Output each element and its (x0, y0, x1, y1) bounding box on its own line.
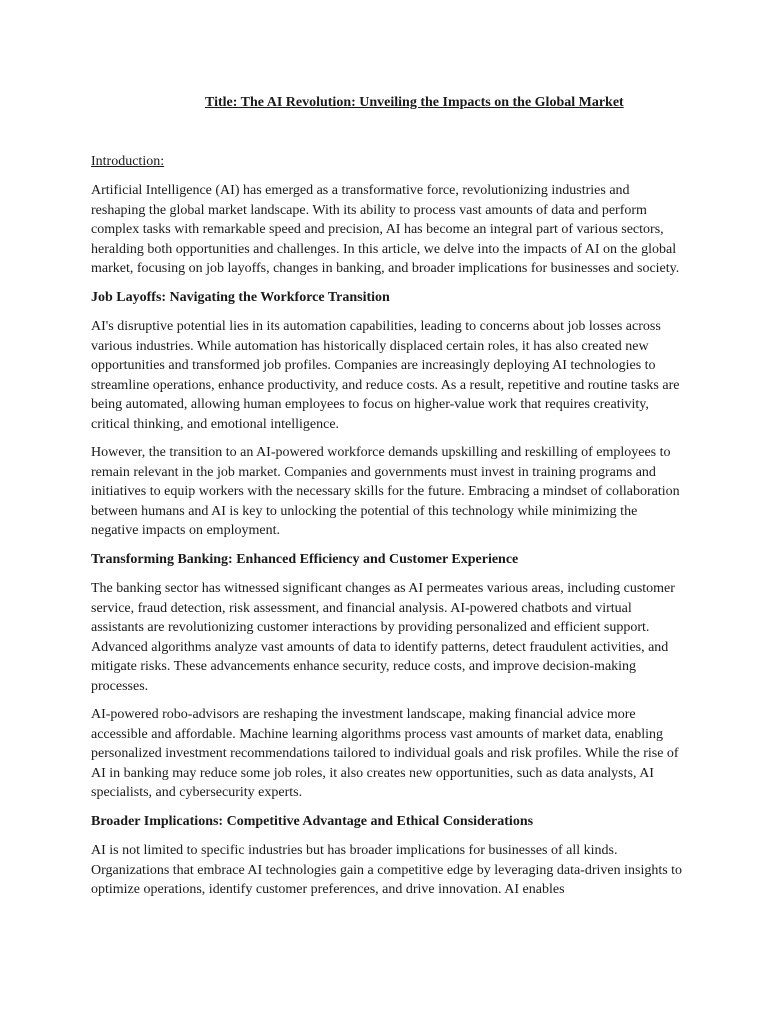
job-layoffs-paragraph-2: However, the transition to an AI-powered workforce demands upskilling and reskilling of employees to remain relevant in the job market. Companies and governments must invest in training programs and initiatives to equip workers with the necessary skills for the future. Embracing a mindset of collaboration between humans and AI is key to unlocking the potential of this technology while minimizing the negative impacts on employment. (91, 445, 680, 538)
banking-paragraph-1: The banking sector has witnessed significant changes as AI permeates various areas, including customer service, fraud detection, risk assessment, and financial analysis. AI-powered chatbots and virtual assistants are revolutionizing customer interactions by providing personalized and efficient support. Advanced algorithms analyze vast amounts of data to identify patterns, detect fraudulent activities, and mitigate risks. These advancements enhance security, reduce costs, and improve decision-making processes. (91, 581, 675, 694)
section-heading-broader-implications: Broader Implications: Competitive Advantage and Ethical Considerations (91, 813, 534, 829)
job-layoffs-paragraph-1: AI's disruptive potential lies in its automation capabilities, leading to concerns about job losses across various industries. While automation has historically displaced certain roles, it has also created new opportunities and transformed job profiles. Companies are increasingly deploying AI technologies to streamline operations, enhance productivity, and reduce costs. As a result, repetitive and routine tasks are being automated, allowing human employees to focus on higher-value work that requires creativity, critical thinking, and emotional intelligence. (91, 319, 680, 432)
banking-paragraph-2: AI-powered robo-advisors are reshaping the investment landscape, making financial advice more accessible and affordable. Machine learning algorithms process vast amounts of market data, enabling personalized investment recommendations tailored to individual goals and risk profiles. While the rise of AI in banking may reduce some job roles, it also creates new opportunities, such as data analysts, AI specialists, and cybersecurity experts. (91, 707, 679, 800)
intro-paragraph: Artificial Intelligence (AI) has emerged as a transformative force, revolutionizing industries and reshaping the global market landscape. With its ability to process vast amounts of data and perform complex tasks with remarkable speed and precision, AI has become an integral part of various sectors, heralding both opportunities and challenges. In this article, we delve into the impacts of AI on the global market, focusing on job layoffs, changes in banking, and broader implications for businesses and society. (91, 183, 680, 276)
section-heading-job-layoffs: Job Layoffs: Navigating the Workforce Transition (91, 289, 390, 305)
document-title: Title: The AI Revolution: Unveiling the Impacts on the Global Market (205, 95, 624, 110)
broader-implications-paragraph-1: AI is not limited to specific industries but has broader implications for businesses of all kinds. Organizations that embrace AI technologies gain a competitive edge by leveraging data-driven insights to optimize operations, identify customer preferences, and drive innovation. AI enables (91, 843, 683, 897)
intro-heading: Introduction: (91, 154, 165, 169)
section-heading-banking: Transforming Banking: Enhanced Efficiency and Customer Experience (91, 551, 519, 567)
document-body (91, 181, 687, 909)
